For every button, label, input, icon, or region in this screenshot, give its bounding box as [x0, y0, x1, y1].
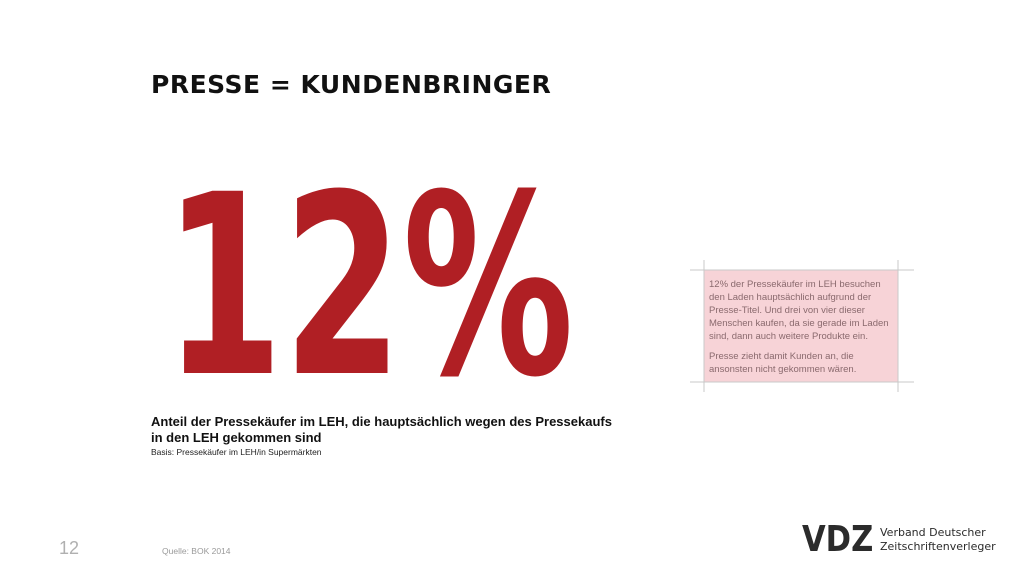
caption-basis: Basis: Pressekäufer im LEH/in Supermärkten: [151, 447, 322, 457]
big-number: 12%: [164, 168, 574, 383]
caption-text: Anteil der Pressekäufer im LEH, die hauptsächlich wegen des Pressekaufs in den LEH gekommen sind: [151, 414, 612, 445]
source-note: Quelle: BOK 2014: [162, 546, 231, 556]
note-text: [709, 278, 897, 383]
vdz-logo: [802, 520, 996, 560]
logo-mark: VDZ: [802, 519, 874, 560]
caption-block: [151, 414, 621, 458]
big-number-graphic: [160, 168, 580, 383]
logo-line-1: Verband Deutscher: [880, 526, 986, 539]
logo-wordmark: [880, 526, 996, 554]
note-paragraph-1: 12% der Pressekäufer im LEH besuchen den Laden hauptsächlich aufgrund der Presse-Titel. Und drei von vier dieser Menschen kaufen, da sie gerade im Laden sind, dann auch weitere Produkte ein.: [709, 279, 889, 342]
note-paragraph-2: Presse zieht damit Kunden an, die ansonsten nicht gekommen wären.: [709, 351, 857, 375]
logo-line-2: Zeitschriftenverleger: [880, 540, 996, 553]
page-number: 12: [59, 538, 80, 558]
slide-title: PRESSE = KUNDENBRINGER: [151, 70, 552, 99]
